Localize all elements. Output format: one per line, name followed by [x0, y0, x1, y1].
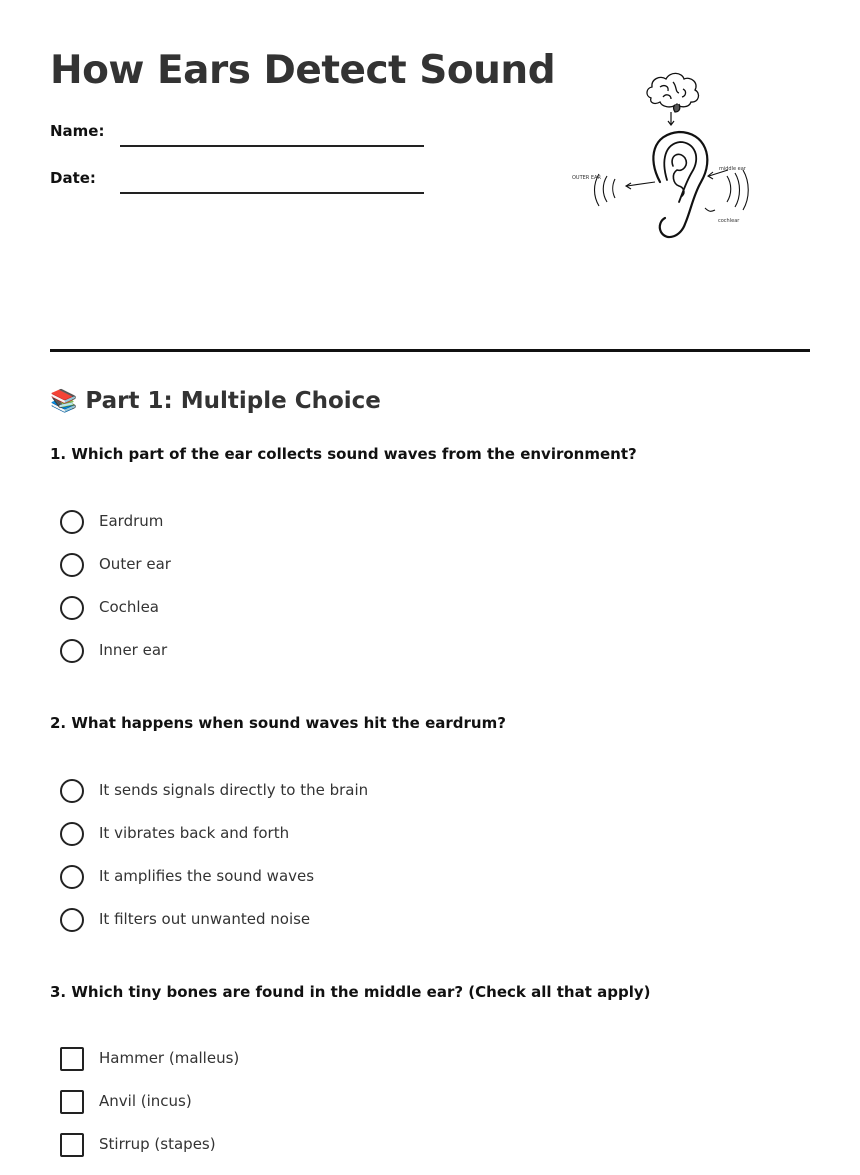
radio-button[interactable] — [60, 865, 84, 889]
name-field — [50, 120, 430, 150]
brain-icon — [647, 73, 699, 112]
option-outer-ear[interactable] — [60, 552, 171, 595]
question-1-options — [60, 509, 171, 681]
radio-button[interactable] — [60, 779, 84, 803]
question-3: 3. Which tiny bones are found in the middle ear? (Check all that apply) — [50, 983, 651, 1001]
option-label: Hammer (malleus) — [99, 1049, 240, 1067]
question-2-options — [60, 778, 368, 950]
question-2: 2. What happens when sound waves hit the eardrum? — [50, 714, 506, 732]
page-title: How Ears Detect Sound — [50, 48, 556, 93]
part1-title — [50, 388, 381, 414]
radio-button[interactable] — [60, 639, 84, 663]
option-anvil[interactable] — [60, 1089, 239, 1132]
checkbox[interactable] — [60, 1133, 84, 1157]
option-vibrates[interactable] — [60, 821, 368, 864]
option-label: It amplifies the sound waves — [99, 867, 315, 885]
option-label: Inner ear — [99, 641, 168, 659]
checkbox[interactable] — [60, 1090, 84, 1114]
date-field — [50, 167, 430, 197]
ear-diagram — [565, 62, 765, 246]
name-label: Name: — [50, 122, 105, 140]
option-stirrup[interactable] — [60, 1132, 239, 1175]
option-filters[interactable] — [60, 907, 368, 950]
option-label: Stirrup (stapes) — [99, 1135, 216, 1153]
sound-waves-left-icon — [595, 174, 656, 206]
outer-ear-label: OUTER EAR — [572, 175, 601, 181]
radio-button[interactable] — [60, 553, 84, 577]
option-inner-ear[interactable] — [60, 638, 171, 681]
checkbox[interactable] — [60, 1047, 84, 1071]
question-1: 1. Which part of the ear collects sound waves from the environment? — [50, 445, 637, 463]
cochlea-label: cochlear — [718, 218, 740, 224]
option-sends-signals[interactable] — [60, 778, 368, 821]
books-icon: 📚 — [50, 389, 78, 414]
arrow-down-icon — [668, 112, 674, 125]
option-label: It vibrates back and forth — [99, 824, 290, 842]
middle-ear-label: middle ear — [719, 166, 746, 172]
option-eardrum[interactable] — [60, 509, 171, 552]
option-label: Cochlea — [99, 598, 159, 616]
radio-button[interactable] — [60, 908, 84, 932]
option-label: It sends signals directly to the brain — [99, 781, 369, 799]
sound-waves-right-icon — [705, 170, 748, 211]
ear-icon — [653, 132, 707, 237]
option-hammer[interactable] — [60, 1046, 239, 1089]
question-3-options — [60, 1046, 239, 1175]
radio-button[interactable] — [60, 596, 84, 620]
option-amplifies[interactable] — [60, 864, 368, 907]
option-label: Anvil (incus) — [99, 1092, 192, 1110]
option-label: Outer ear — [99, 555, 171, 573]
section-divider — [50, 349, 810, 352]
date-input[interactable] — [120, 190, 424, 194]
option-label: It filters out unwanted noise — [99, 910, 311, 928]
date-label: Date: — [50, 169, 96, 187]
radio-button[interactable] — [60, 822, 84, 846]
option-label: Eardrum — [99, 512, 164, 530]
part1-title-text: Part 1: Multiple Choice — [85, 388, 381, 414]
name-input[interactable] — [120, 143, 424, 147]
option-cochlea[interactable] — [60, 595, 171, 638]
radio-button[interactable] — [60, 510, 84, 534]
